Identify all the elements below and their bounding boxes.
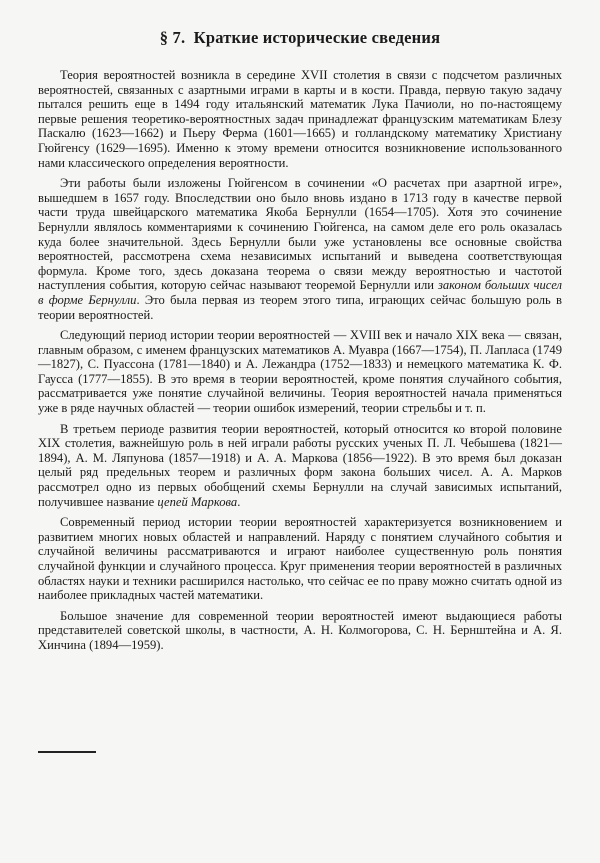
paragraph-text: Эти работы были изложены Гюйгенсом в сочинении «О расчетах при азартной игре», вышедшем в 1657 году. Впоследствии оно было вновь издано в 1713 году в качестве первой части труда швейцарского математика Якоба Бернулли (1654—1705). Хотя это сочинение Бернулли являлось комментариями к сочинению Гюйгенса, на самом деле его роль оказалась куда более значительной. Здесь Бернулли были уже установлены все основные свойства вероятностей, рассмотрена схема независимых испытаний и выведена соответствующая формула. Кроме того, здесь доказана теорема о связи между вероятностью и частотой наступления события, которую сейчас называют теоремой Бернулли или — [38, 176, 562, 293]
paragraph-third-period — [38, 422, 562, 510]
section-heading — [38, 28, 562, 48]
page-content — [38, 28, 562, 659]
paragraph-modern-period: Современный период истории теории вероятностей характеризуется возникновением и развитием многих новых областей и направлений. Наряду с понятием случайного события и случайной величины рассматриваются и играют наиболее существенную роль понятия случайной функции и случайного процесса. Круг применения теории вероятностей в различных областях науки и техники расширился настолько, что сейчас ее по праву можно считать одной из наиболее прикладных частей математики. — [38, 515, 562, 603]
paragraph-text: В третьем периоде развития теории вероятностей, который относится ко второй половине XIX столетия, важнейшую роль в ней играли работы русских ученых П. Л. Чебышева (1821—1894), А. М. Ляпунова (1857—1918) и А. А. Маркова (1856—1922). В это время был доказан целый ряд предельных теорем и различных форм закона больших чисел. А. А. Марков рассмотрел одно из первых обобщений схемы Бернулли на случай зависимых испытаний, получившее название — [38, 421, 562, 509]
paragraph-text: . Это была первая из теорем этого типа, играющих сейчас большую роль в теории вероятностей. — [38, 292, 562, 322]
paragraph-origins: Теория вероятностей возникла в середине XVII столетия в связи с подсчетом различных вероятностей, связанных с азартными играми в карты и в кости. Правда, первую такую задачу пытался решить еще в 1494 году итальянский математик Лука Пачиоли, но по-настоящему первые решения теоретико-вероятностных задач принадлежат французским математикам Блезу Паскалю (1623—1662) и Пьеру Ферма (1601—1665) и голландскому математику Христиану Гюйгенсу (1629—1695). Именно к этому времени относится возникновение использованного нами классического определения вероятности. — [38, 68, 562, 170]
section-title: Краткие исторические сведения — [193, 28, 441, 47]
paragraph-bernoulli — [38, 176, 562, 322]
paragraph-text: . — [237, 494, 241, 509]
paragraph-second-period: Следующий период истории теории вероятностей — XVIII век и начало XIX века — связан, главным образом, с именем французских математиков А. Муавра (1667—1754), П. Лапласа (1749—1827), С. Пуассона (1781—1840) и А. Лежандра (1752—1833) и немецкого математика К. Ф. Гаусса (1777—1855). В это время в теории вероятностей, кроме понятия случайного события, рассматривается уже понятие случайной величины. Теория вероятностей начала применяться уже в ряде научных областей — теории ошибок измерений, теории стрельбы и т. п. — [38, 328, 562, 416]
emphasis-term: цепей Маркова — [157, 494, 238, 509]
footnote-rule — [38, 751, 96, 753]
emphasis-term: законом больших чисел в форме Бернулли — [38, 278, 562, 307]
section-number: § 7. — [159, 28, 186, 47]
paragraph-soviet-school: Большое значение для современной теории вероятностей имеют выдающиеся работы представителей советской школы, в частности, А. Н. Колмогорова, С. Н. Бернштейна и А. Я. Хинчина (1894—1959). — [38, 608, 562, 652]
